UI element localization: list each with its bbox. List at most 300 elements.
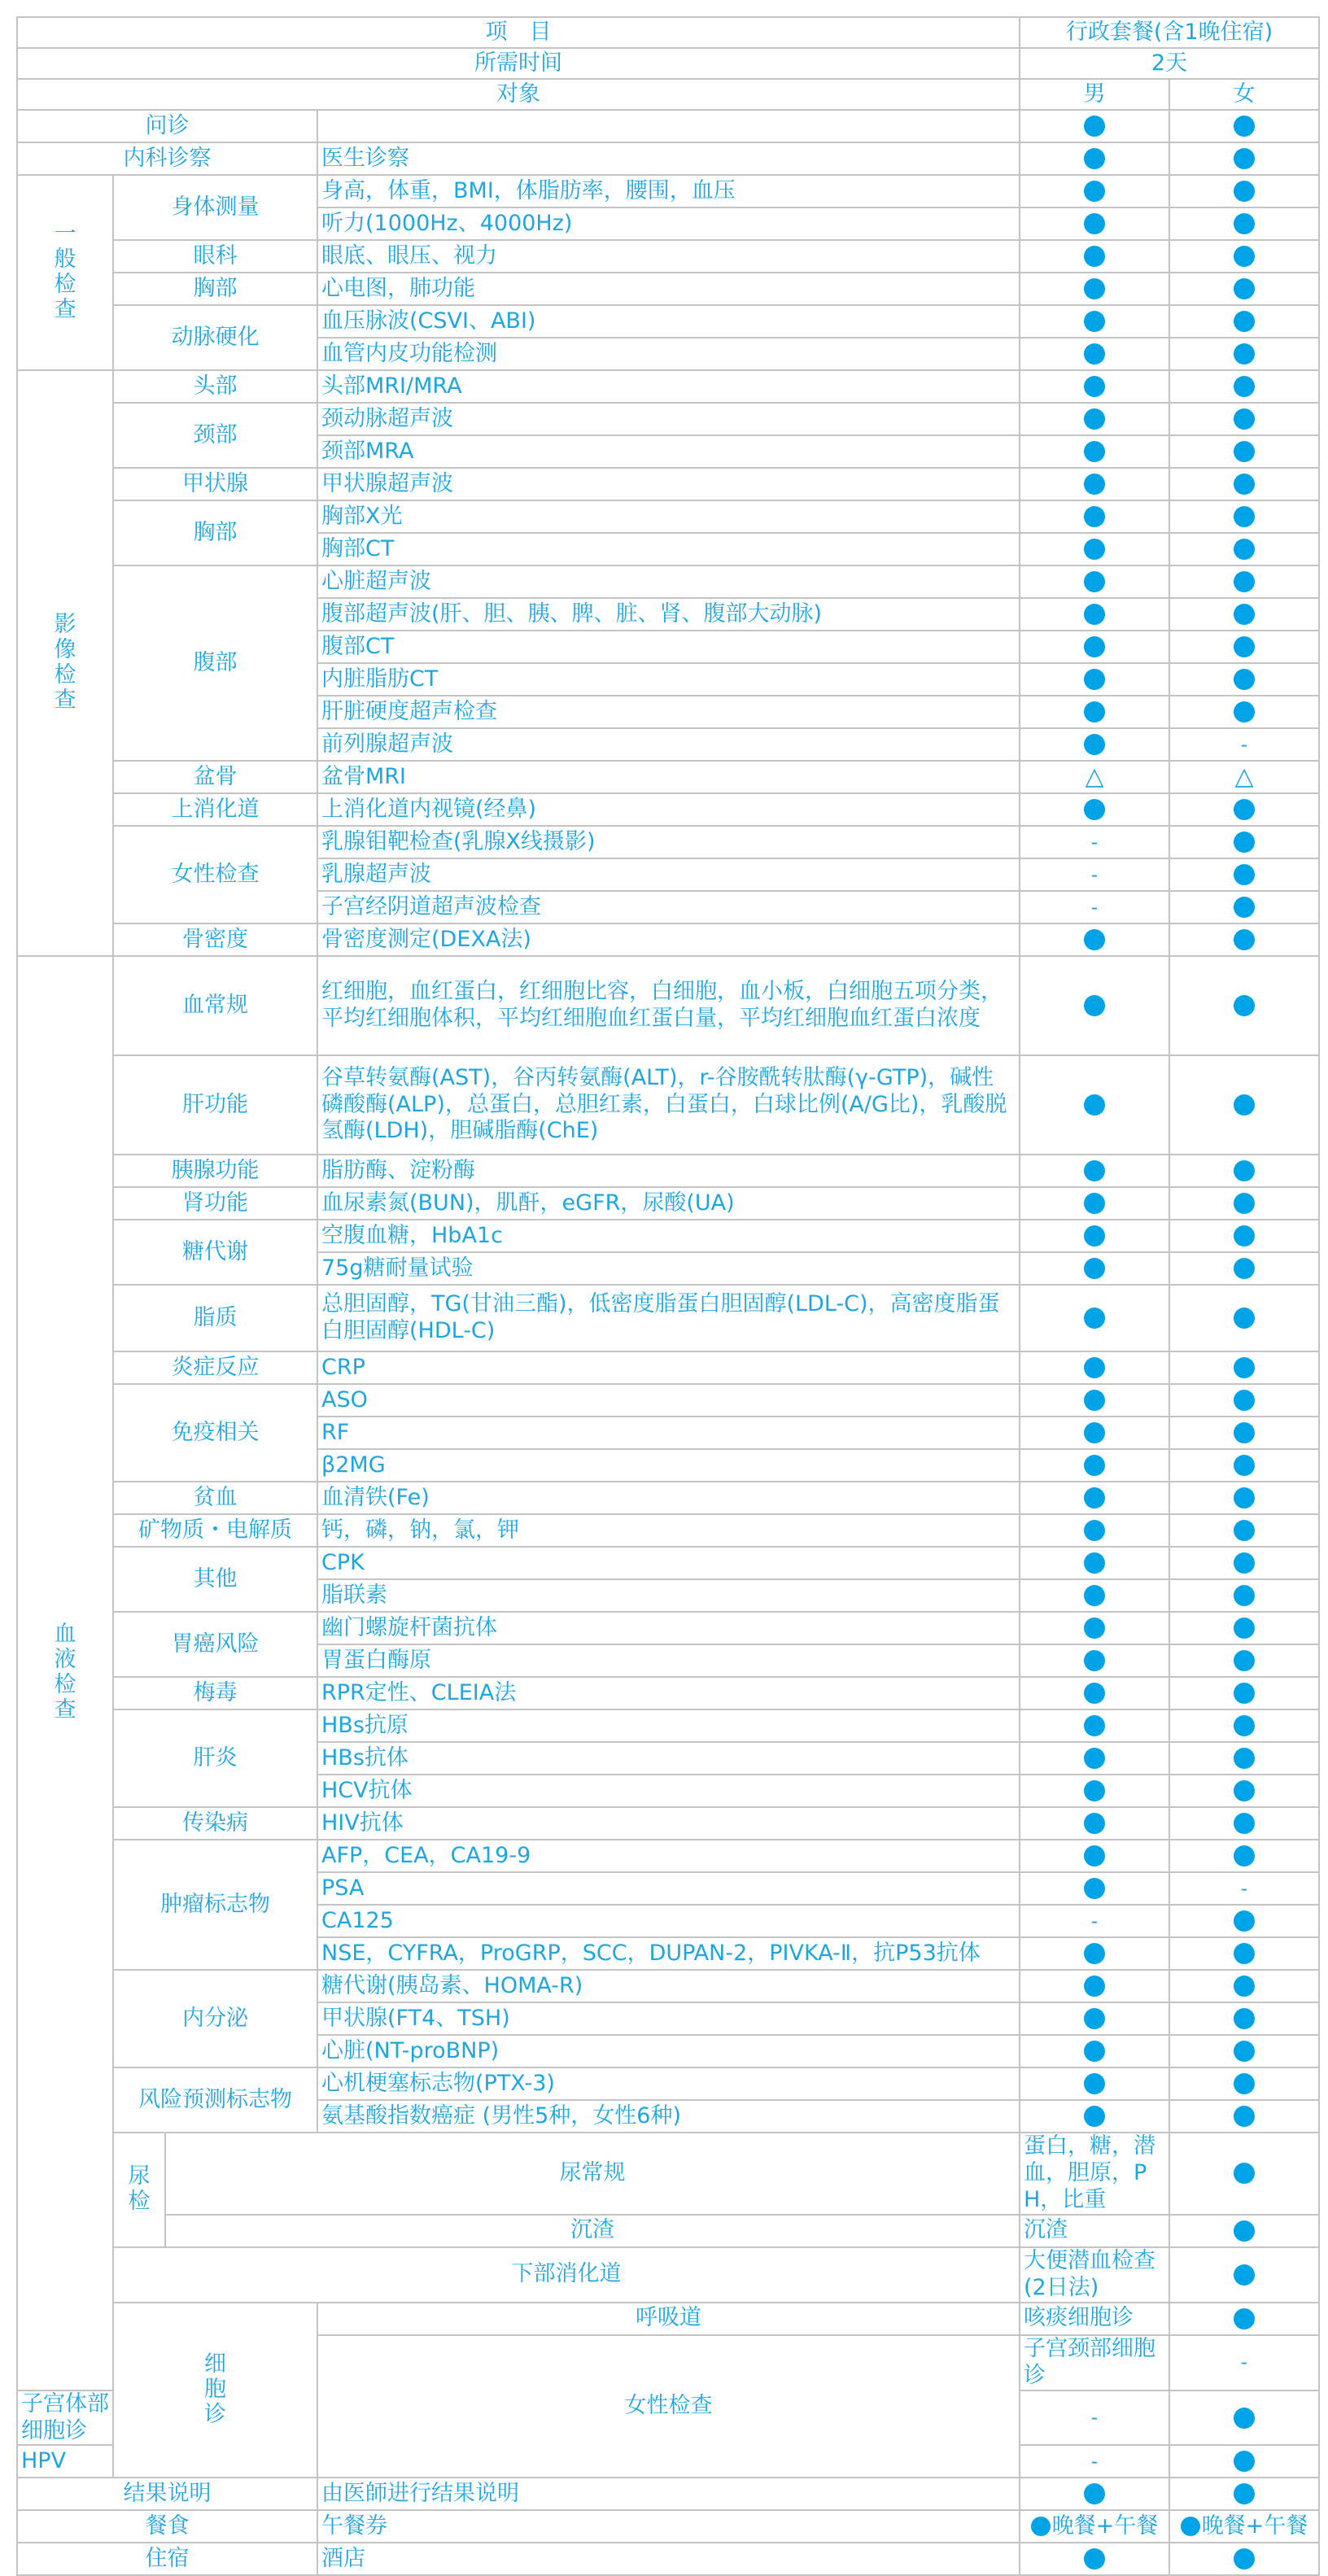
exam-item: 沉渣 [1020, 2215, 1169, 2247]
filled-circle-icon [1084, 376, 1105, 397]
female-mark-cell [1169, 663, 1319, 696]
female-mark-cell [1169, 1612, 1319, 1644]
filled-circle-icon [1084, 636, 1105, 657]
table-row [17, 2215, 1319, 2247]
female-mark-cell [1169, 631, 1319, 663]
filled-circle-icon [1084, 1650, 1105, 1671]
filled-circle-icon [1084, 539, 1105, 560]
exam-item: CA125 [317, 1905, 1020, 1937]
dash-mark: - [1090, 2449, 1099, 2473]
filled-circle-icon [1234, 897, 1255, 918]
male-mark-cell [1020, 1970, 1169, 2002]
male-mark-cell [1169, 2215, 1319, 2247]
filled-circle-icon [1084, 1390, 1105, 1411]
filled-circle-icon [1234, 2008, 1255, 2029]
subcategory-label: 颈部 [113, 403, 317, 468]
table-row [17, 273, 1319, 305]
female-mark-cell [1169, 826, 1319, 858]
filled-circle-icon [1084, 116, 1105, 137]
exam-item: 氨基酸指数癌症 (男性5种，女性6种) [317, 2100, 1020, 2133]
filled-circle-icon [1234, 1193, 1255, 1214]
male-mark-cell [1020, 1872, 1169, 1905]
subcategory-label: 女性检查 [113, 826, 317, 923]
female-mark-cell [1169, 2002, 1319, 2035]
filled-circle-icon [1084, 474, 1105, 495]
female-mark-cell [1169, 2067, 1319, 2100]
section-label: 餐食 [17, 2510, 317, 2543]
table-row [17, 1155, 1319, 1187]
exam-item: 血压脉波(CSVI、ABI) [317, 305, 1020, 338]
exam-item: 75g糖耐量试验 [317, 1252, 1020, 1285]
table-row [17, 2067, 1319, 2100]
filled-circle-icon [1234, 1683, 1255, 1704]
male-mark-cell [1020, 1187, 1169, 1220]
filled-circle-icon [1234, 701, 1255, 723]
filled-circle-icon [1084, 2106, 1105, 2127]
filled-circle-icon [1234, 1618, 1255, 1639]
subcategory-label: 梅毒 [113, 1677, 317, 1709]
male-mark-cell [1020, 793, 1169, 826]
filled-circle-icon [1084, 1585, 1105, 1606]
filled-circle-icon [1234, 148, 1255, 169]
male-mark-cell [1020, 403, 1169, 435]
female-mark-cell [1169, 1905, 1319, 1937]
category-text: 尿检 [128, 2163, 151, 2215]
category-label [113, 2133, 165, 2247]
table-row [17, 175, 1319, 207]
exam-item: 血清铁(Fe) [317, 1482, 1020, 1514]
exam-item: 血管内皮功能检测 [317, 338, 1020, 370]
filled-circle-icon [1234, 799, 1255, 820]
exam-item: 心脏超声波 [317, 565, 1020, 598]
subcategory-label: 传染病 [113, 1807, 317, 1840]
female-mark-cell [1169, 1677, 1319, 1709]
subcategory-label: 内分泌 [113, 1970, 317, 2067]
exam-package-table-container [16, 16, 1318, 2571]
section-label: 内科诊察 [17, 142, 317, 175]
filled-circle-icon [1084, 1943, 1105, 1964]
exam-item: 血尿素氮(BUN)，肌酐，eGFR，尿酸(UA) [317, 1187, 1020, 1220]
filled-circle-icon [1234, 441, 1255, 462]
filled-circle-icon [1084, 246, 1105, 267]
male-mark-cell [1020, 1709, 1169, 1742]
filled-circle-icon [1234, 1650, 1255, 1671]
filled-circle-icon [1084, 506, 1105, 527]
male-mark-cell [1169, 2303, 1319, 2335]
section-label: 住宿 [17, 2543, 317, 2575]
table-row [17, 761, 1319, 793]
female-mark-cell [1169, 1775, 1319, 1807]
filled-circle-icon [1234, 539, 1255, 560]
male-mark-cell [1020, 1742, 1169, 1775]
table-row [17, 793, 1319, 826]
male-mark-cell [1020, 565, 1169, 598]
filled-circle-icon [1084, 1258, 1105, 1279]
table-row [17, 1351, 1319, 1384]
table-row [17, 110, 1319, 142]
filled-circle-icon [1084, 669, 1105, 690]
table-row [17, 240, 1319, 273]
male-mark-cell [1020, 1384, 1169, 1417]
filled-circle-icon [1234, 669, 1255, 690]
exam-item: 子宫体部细胞诊 [17, 2390, 113, 2446]
male-mark-cell [1020, 598, 1169, 631]
male-mark-cell [1020, 1155, 1169, 1187]
male-mark-cell [1020, 207, 1169, 240]
filled-circle-icon [1234, 2548, 1255, 2569]
female-mark-cell [1169, 956, 1319, 1055]
male-mark-cell [1020, 663, 1169, 696]
female-mark-cell [1169, 1187, 1319, 1220]
female-mark-cell [1169, 110, 1319, 142]
filled-circle-icon [1084, 1422, 1105, 1443]
female-mark-cell [1169, 891, 1319, 923]
meal-text: 晚餐+午餐 [1051, 2513, 1159, 2539]
exam-item: 乳腺超声波 [317, 858, 1020, 891]
subcategory-label: 腹部 [113, 565, 317, 761]
filled-circle-icon [1234, 246, 1255, 267]
female-mark-cell [1169, 1155, 1319, 1187]
table-row [17, 500, 1319, 533]
male-mark-cell [1020, 1775, 1169, 1807]
table-row [17, 923, 1319, 956]
filled-circle-icon [1234, 1585, 1255, 1606]
time-value: 2天 [1020, 48, 1319, 79]
section-label: 问诊 [17, 110, 317, 142]
filled-circle-icon [1234, 2073, 1255, 2094]
male-mark-cell [1020, 2510, 1169, 2543]
female-mark-cell [1169, 1970, 1319, 2002]
filled-circle-icon [1234, 1094, 1255, 1116]
male-mark-cell [1020, 1677, 1169, 1709]
table-row [17, 1220, 1319, 1252]
filled-circle-icon [1084, 1683, 1105, 1704]
subcategory-label: 风险预测标志物 [113, 2067, 317, 2133]
subcategory-label: 糖代谢 [113, 1220, 317, 1285]
male-mark-cell [1020, 1449, 1169, 1482]
subcategory-label: 胸部 [113, 500, 317, 565]
female-mark-cell [1169, 565, 1319, 598]
table-row [17, 1514, 1319, 1547]
subcategory-label: 尿常规 [165, 2133, 1020, 2215]
table-row [17, 1612, 1319, 1644]
filled-circle-icon [1084, 148, 1105, 169]
filled-circle-icon [1084, 734, 1105, 755]
dash-mark: - [1090, 895, 1099, 919]
table-row [17, 1285, 1319, 1351]
subcategory-label: 贫血 [113, 1482, 317, 1514]
male-mark-cell [1020, 1840, 1169, 1872]
male-mark-cell [1020, 175, 1169, 207]
exam-item: 大便潜血检查(2日法) [1020, 2247, 1169, 2303]
table-row [17, 142, 1319, 175]
exam-item: HIV抗体 [317, 1807, 1020, 1840]
filled-circle-icon [1234, 1552, 1255, 1574]
male-mark-cell [1020, 1252, 1169, 1285]
filled-circle-icon [1084, 1780, 1105, 1801]
subcategory-label: 甲状腺 [113, 468, 317, 500]
section-label: 结果说明 [17, 2478, 317, 2510]
filled-circle-icon [1084, 571, 1105, 592]
male-mark-cell [1169, 2133, 1319, 2215]
female-mark-cell [1169, 1252, 1319, 1285]
male-mark-cell [1020, 923, 1169, 956]
filled-circle-icon [1084, 1976, 1105, 1997]
male-mark-cell [1020, 2390, 1169, 2446]
table-row [17, 2133, 1319, 2215]
package-name-header: 行政套餐(含1晚住宿) [1020, 17, 1319, 48]
female-mark-cell [1169, 468, 1319, 500]
male-mark-cell [1020, 1612, 1169, 1644]
filled-circle-icon [1084, 2008, 1105, 2029]
table-row [17, 468, 1319, 500]
filled-circle-icon [1084, 408, 1105, 430]
female-mark-cell [1169, 793, 1319, 826]
dash-mark: - [1240, 2351, 1248, 2374]
female-mark-cell [1169, 1055, 1319, 1155]
exam-item: ASO [317, 1384, 1020, 1417]
female-mark-cell [1169, 2445, 1319, 2478]
male-mark-cell [1020, 468, 1169, 500]
exam-item: 由医師进行结果说明 [317, 2478, 1020, 2510]
filled-circle-icon [1084, 799, 1105, 820]
exam-item: 胸部CT [317, 533, 1020, 565]
filled-circle-icon [1084, 929, 1105, 950]
subcategory-label: 肝炎 [113, 1709, 317, 1807]
table-row [17, 2478, 1319, 2510]
female-mark-cell [1169, 305, 1319, 338]
male-mark-cell [1020, 1351, 1169, 1384]
filled-circle-icon [1234, 1308, 1255, 1329]
female-mark-cell [1169, 1449, 1319, 1482]
filled-circle-icon [1084, 2041, 1105, 2062]
female-mark-cell [1169, 598, 1319, 631]
female-mark-cell [1169, 1709, 1319, 1742]
dash-mark: - [1240, 1876, 1248, 1900]
female-mark-cell [1169, 728, 1319, 761]
female-mark-cell [1169, 370, 1319, 403]
female-mark-cell [1169, 2543, 1319, 2575]
male-mark-cell [1020, 1547, 1169, 1579]
female-mark-cell [1169, 273, 1319, 305]
filled-circle-icon [1234, 832, 1255, 853]
exam-item: 空腹血糖，HbA1c [317, 1220, 1020, 1252]
male-mark-cell [1020, 826, 1169, 858]
male-mark-cell [1020, 273, 1169, 305]
male-mark-cell [1020, 631, 1169, 663]
table-row [17, 1840, 1319, 1872]
category-label [17, 370, 113, 956]
female-mark-cell [1169, 1872, 1319, 1905]
exam-item: 子宫颈部细胞诊 [1020, 2335, 1169, 2390]
category-text: 血液检查 [54, 1622, 76, 1723]
table-row [17, 826, 1319, 858]
header-row-target [17, 79, 1319, 110]
subcategory-label: 肿瘤标志物 [113, 1840, 317, 1970]
female-mark-cell [1169, 1417, 1319, 1449]
exam-item: 幽门螺旋杆菌抗体 [317, 1612, 1020, 1644]
filled-circle-icon [1234, 2220, 1255, 2242]
exam-item: 糖代谢(胰岛素、HOMA-R) [317, 1970, 1020, 2002]
table-row [17, 403, 1319, 435]
filled-circle-icon [1084, 701, 1105, 723]
dash-mark: - [1090, 1909, 1099, 1932]
exam-item: CRP [317, 1351, 1020, 1384]
male-mark-cell [1020, 2445, 1169, 2478]
filled-circle-icon [1234, 1225, 1255, 1247]
male-mark-cell [1020, 696, 1169, 728]
exam-item: 脂联素 [317, 1579, 1020, 1612]
male-mark-cell [1020, 533, 1169, 565]
filled-circle-icon [1234, 571, 1255, 592]
subcategory-label: 女性检查 [317, 2335, 1020, 2478]
filled-circle-icon [1234, 408, 1255, 430]
exam-item: 心脏(NT-proBNP) [317, 2035, 1020, 2067]
subcategory-label: 动脉硬化 [113, 305, 317, 370]
filled-circle-icon [1084, 1878, 1105, 1899]
exam-item: 听力(1000Hz、4000Hz) [317, 207, 1020, 240]
female-mark-cell [1169, 142, 1319, 175]
exam-item: 盆骨MRI [317, 761, 1020, 793]
female-mark-cell [1169, 1807, 1319, 1840]
category-text: 细胞诊 [204, 2351, 226, 2428]
female-mark-cell [1169, 1384, 1319, 1417]
table-row [17, 2303, 1319, 2335]
filled-circle-icon [1084, 1845, 1105, 1867]
exam-item: 谷草转氨酶(AST)，谷丙转氨酶(ALT)，r-谷胺酰转肽酶(γ-GTP)，碱性磷酸酶(ALP)，总蛋白，总胆红素，白蛋白，白球比例(A/G比)，乳酸脱氢酶(LDH)，胆碱脂酶(ChE) [317, 1055, 1020, 1155]
female-mark-cell [1169, 761, 1319, 793]
table-row [17, 2543, 1319, 2575]
male-mark-cell [1020, 956, 1169, 1055]
female-mark-cell [1169, 1482, 1319, 1514]
male-mark-cell [1169, 2335, 1319, 2390]
subcategory-label: 上消化道 [113, 793, 317, 826]
subcategory-label: 肾功能 [113, 1187, 317, 1220]
filled-circle-icon [1234, 181, 1255, 202]
table-row [17, 1807, 1319, 1840]
female-mark-cell [1169, 923, 1319, 956]
filled-circle-icon [1234, 636, 1255, 657]
male-mark-cell [1020, 1579, 1169, 1612]
male-mark-cell [1020, 891, 1169, 923]
exam-item: 总胆固醇，TG(甘油三酯)，低密度脂蛋白胆固醇(LDL-C)，高密度脂蛋白胆固醇(HDL-C) [317, 1285, 1020, 1351]
subcategory-label: 胃癌风险 [113, 1612, 317, 1677]
male-mark-cell [1020, 1514, 1169, 1547]
exam-item: 肝脏硬度超声检查 [317, 696, 1020, 728]
filled-circle-icon [1084, 995, 1105, 1016]
category-label [113, 2303, 317, 2478]
exam-item: 颈动脉超声波 [317, 403, 1020, 435]
filled-circle-icon [1084, 213, 1105, 234]
filled-circle-icon [1084, 1715, 1105, 1736]
category-text: 影像检查 [54, 611, 76, 714]
exam-item: 咳痰细胞诊 [1020, 2303, 1169, 2335]
category-label [17, 175, 113, 370]
subcategory-label: 胰腺功能 [113, 1155, 317, 1187]
header-row-item [17, 17, 1319, 48]
exam-item: HPV [17, 2445, 113, 2478]
male-mark-cell [1020, 1644, 1169, 1677]
subcategory-label: 盆骨 [113, 761, 317, 793]
filled-circle-icon [1234, 2163, 1255, 2184]
female-mark-cell [1169, 1742, 1319, 1775]
subcategory-label: 肝功能 [113, 1055, 317, 1155]
filled-circle-icon [1084, 1748, 1105, 1769]
exam-package-table [16, 16, 1320, 2576]
filled-circle-icon [1084, 1618, 1105, 1639]
exam-item: 腹部CT [317, 631, 1020, 663]
female-mark-cell [1169, 2100, 1319, 2133]
dash-mark: - [1090, 2406, 1099, 2430]
table-row [17, 956, 1319, 1055]
male-mark-cell [1020, 2002, 1169, 2035]
filled-circle-icon [1234, 1390, 1255, 1411]
female-mark-cell [1169, 1547, 1319, 1579]
female-header: 女 [1169, 79, 1319, 110]
exam-item: 红细胞，血红蛋白，红细胞比容，白细胞，血小板，白细胞五项分类，平均红细胞体积，平均红细胞血红蛋白量，平均红细胞血红蛋白浓度 [317, 956, 1020, 1055]
subcategory-label: 呼吸道 [317, 2303, 1020, 2335]
filled-circle-icon [1084, 1813, 1105, 1834]
filled-circle-icon [1234, 1780, 1255, 1801]
table-row [17, 1677, 1319, 1709]
filled-circle-icon [1234, 1748, 1255, 1769]
filled-circle-icon [1084, 1552, 1105, 1574]
subcategory-label: 眼科 [113, 240, 317, 273]
female-mark-cell [1169, 2390, 1319, 2446]
exam-item: 酒店 [317, 2543, 1020, 2575]
female-mark-cell [1169, 500, 1319, 533]
filled-circle-icon [1084, 343, 1105, 365]
filled-circle-icon [1234, 213, 1255, 234]
filled-circle-icon [1234, 278, 1255, 299]
exam-item: 心电图，肺功能 [317, 273, 1020, 305]
filled-circle-icon [1084, 311, 1105, 332]
exam-item: 头部MRI/MRA [317, 370, 1020, 403]
male-mark-cell [1020, 1417, 1169, 1449]
filled-circle-icon [1234, 1910, 1255, 1932]
female-mark-cell [1169, 858, 1319, 891]
male-mark-cell [1020, 305, 1169, 338]
male-mark-cell [1020, 500, 1169, 533]
male-mark-cell [1020, 1055, 1169, 1155]
female-mark-cell [1169, 175, 1319, 207]
filled-circle-icon [1234, 995, 1255, 1016]
filled-circle-icon [1234, 343, 1255, 365]
filled-circle-icon [1084, 1094, 1105, 1116]
meal-text: 晚餐+午餐 [1201, 2513, 1308, 2539]
exam-item: 前列腺超声波 [317, 728, 1020, 761]
triangle-mark: △ [1234, 762, 1254, 791]
exam-item: RF [317, 1417, 1020, 1449]
exam-item: AFP，CEA，CA19-9 [317, 1840, 1020, 1872]
filled-circle-icon [1084, 2073, 1105, 2094]
female-mark-cell [1169, 1644, 1319, 1677]
exam-item: 甲状腺超声波 [317, 468, 1020, 500]
filled-circle-icon [1234, 929, 1255, 950]
exam-item: 腹部超声波(肝、胆、胰、脾、脏、肾、腹部大动脉) [317, 598, 1020, 631]
female-mark-cell [1169, 1351, 1319, 1384]
male-mark-cell [1020, 2067, 1169, 2100]
exam-item: 医生诊察 [317, 142, 1020, 175]
exam-item: 脂肪酶、淀粉酶 [317, 1155, 1020, 1187]
female-mark-cell [1169, 338, 1319, 370]
table-row [17, 1055, 1319, 1155]
male-mark-cell [1020, 110, 1169, 142]
filled-circle-icon [1234, 311, 1255, 332]
table-row [17, 1709, 1319, 1742]
filled-circle-icon [1234, 2041, 1255, 2062]
filled-circle-icon [1234, 1422, 1255, 1443]
